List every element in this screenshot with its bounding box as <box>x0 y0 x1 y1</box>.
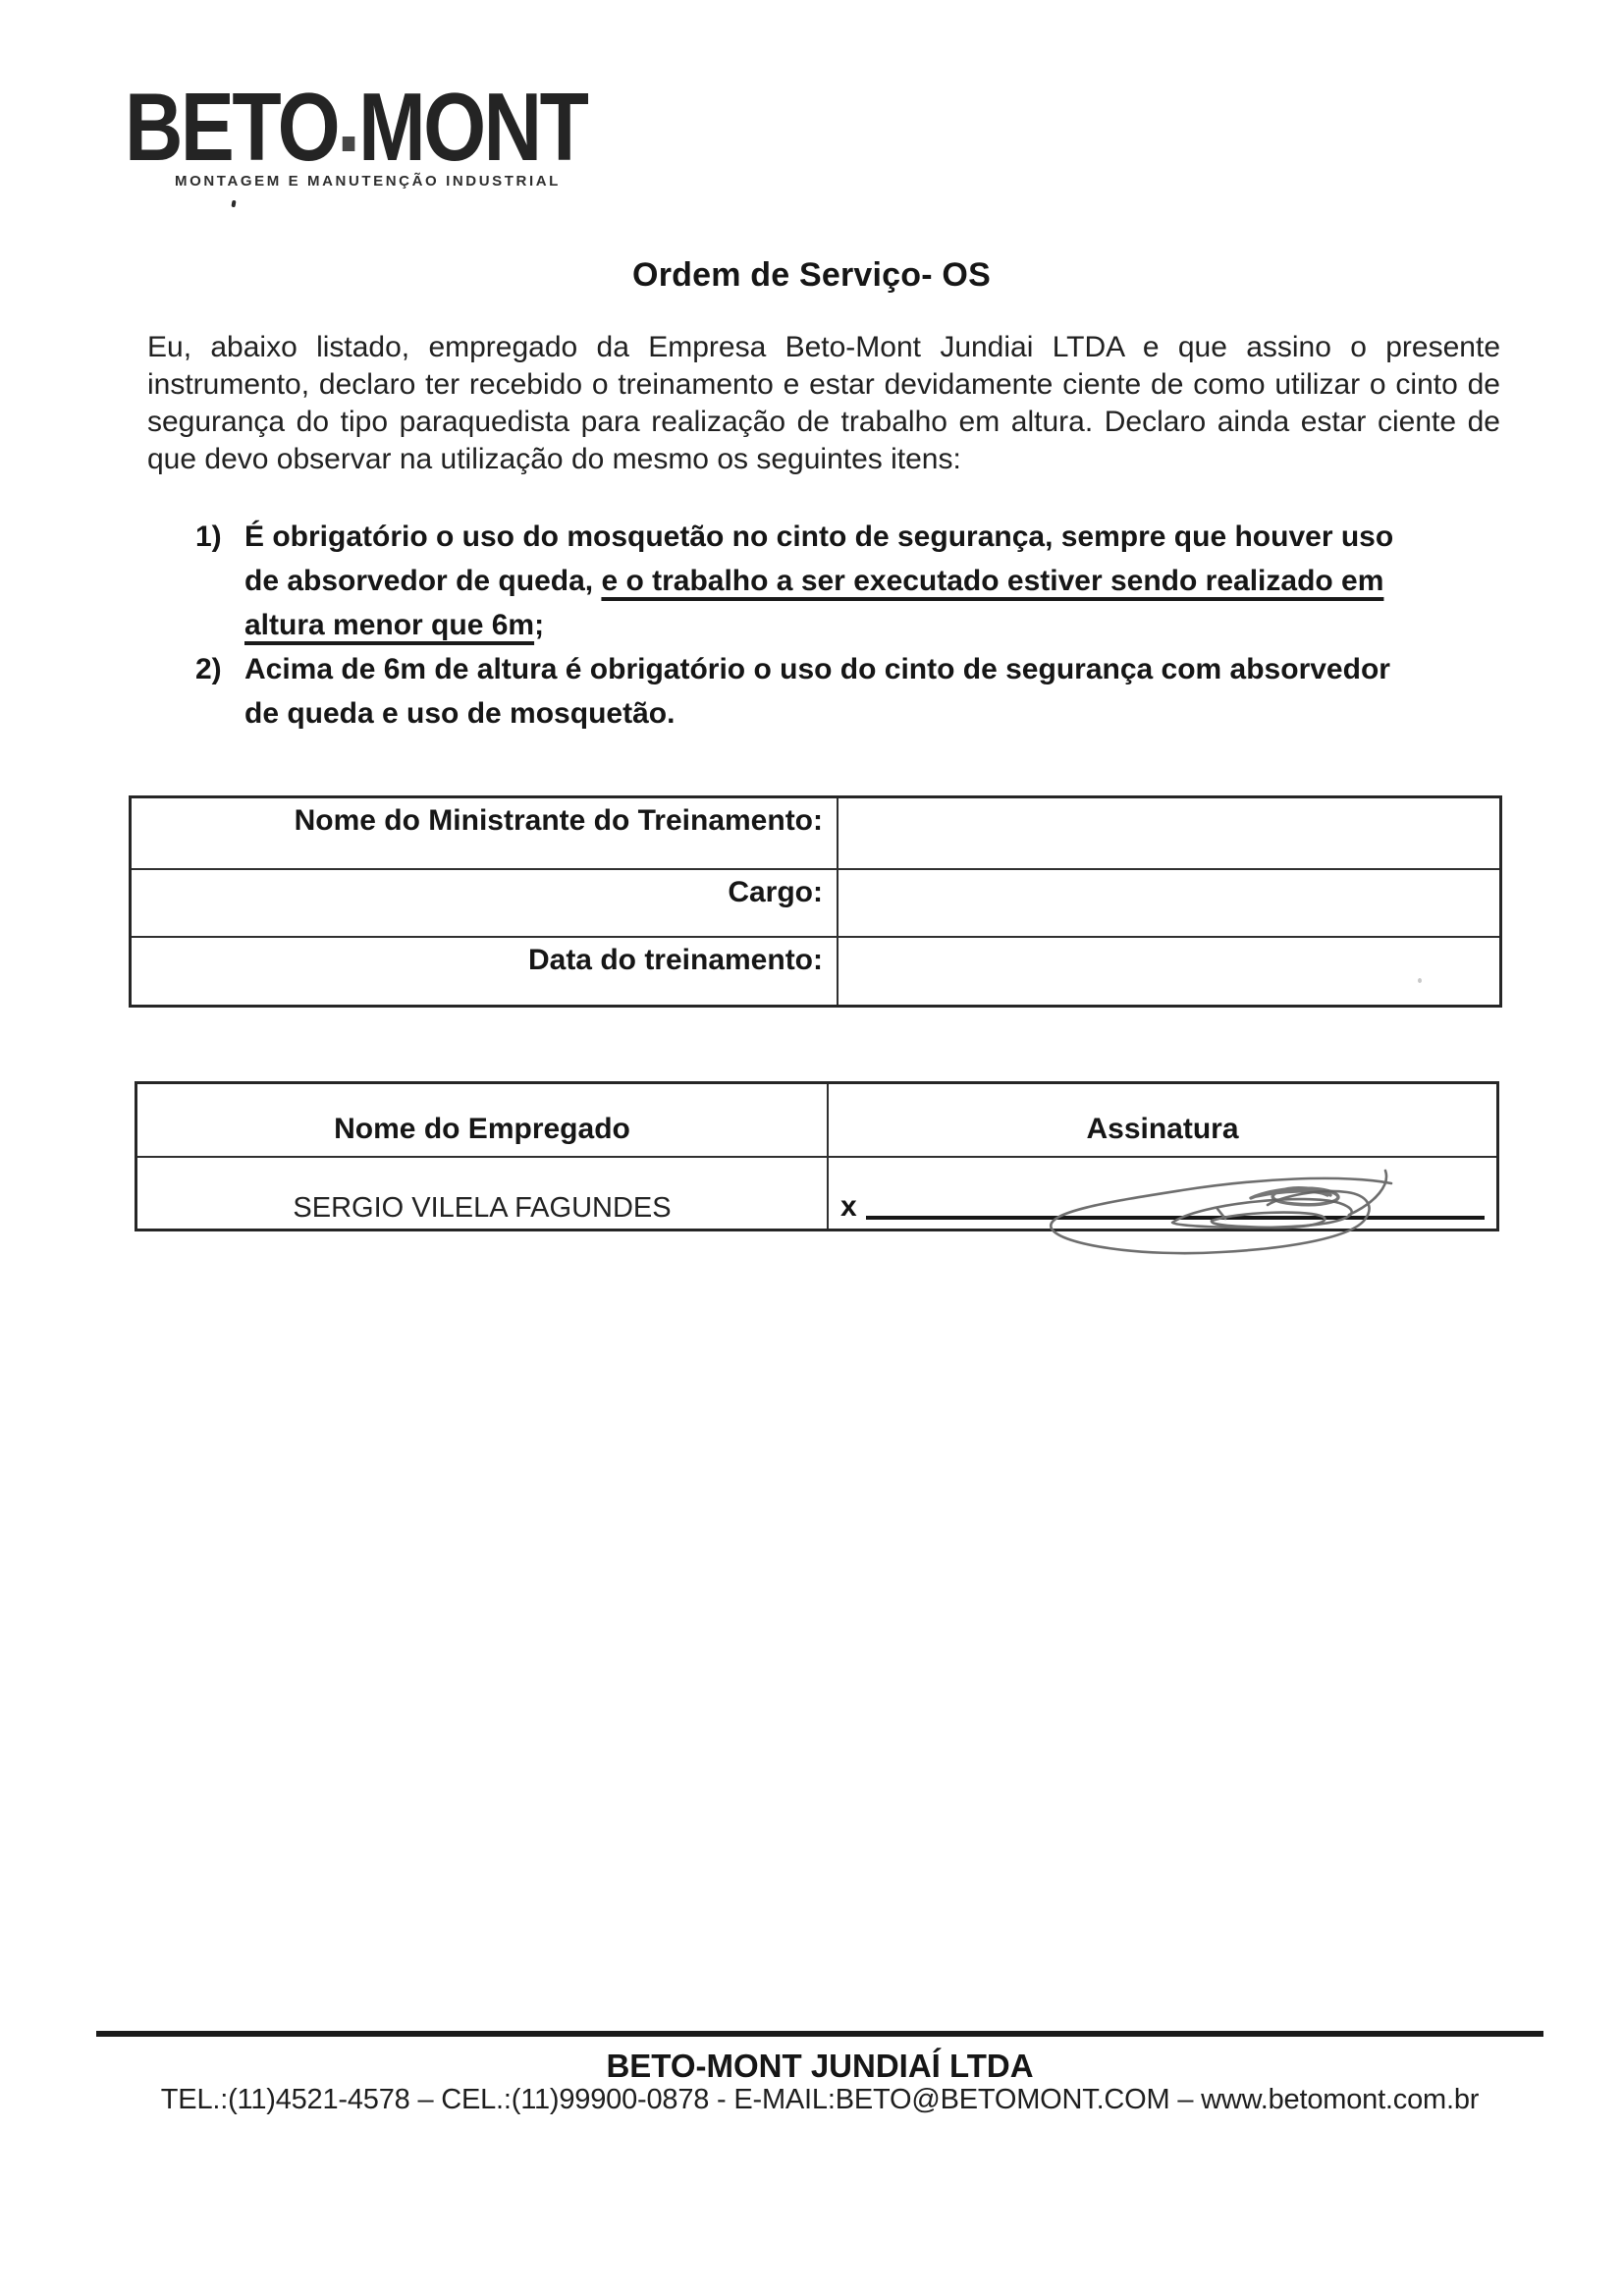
logo-text-beto: BETO <box>125 73 339 181</box>
os-item-text <box>244 515 1393 647</box>
table-header-row <box>136 1083 1498 1157</box>
os-list <box>195 515 1393 736</box>
os-item-line <box>244 603 1393 647</box>
signature-header: Assinatura <box>828 1083 1498 1157</box>
os-item-line <box>244 515 1393 559</box>
os-item <box>195 647 1393 736</box>
footer-divider <box>96 2031 1543 2037</box>
os-text-segment: Acima de 6m de altura é obrigatório o uso do cinto de segurança com absorvedor <box>244 653 1390 685</box>
os-item-line <box>244 559 1393 603</box>
table-row <box>136 1157 1498 1230</box>
os-text-segment: de queda e uso de mosquetão. <box>244 697 676 730</box>
employee-table <box>135 1081 1499 1231</box>
table-row <box>131 937 1501 1007</box>
trainer-name-label: Nome do Ministrante do Treinamento: <box>131 797 839 869</box>
signature-line <box>866 1216 1485 1220</box>
os-underlined-segment: e o trabalho a ser executado estiver sendo realizado em <box>601 565 1384 597</box>
trainer-role-label: Cargo: <box>131 869 839 937</box>
table-row <box>131 797 1501 869</box>
os-item-number: 2) <box>195 653 222 685</box>
os-item-text <box>244 647 1390 736</box>
logo-square-dot-icon <box>343 137 355 151</box>
os-item-number: 1) <box>195 520 222 553</box>
os-item <box>195 515 1393 647</box>
footer-contact-info: TEL.:(11)4521-4578 – CEL.:(11)99900-0878 - E-MAIL:BETO@BETOMONT.COM – www.betomont.com.br <box>160 2084 1480 2115</box>
trainer-role-value <box>838 869 1501 937</box>
os-text-segment: de absorvedor de queda, <box>244 565 602 597</box>
page-title: Ordem de Serviço- OS <box>632 256 991 294</box>
trainer-name-value <box>838 797 1501 869</box>
table-row <box>131 869 1501 937</box>
os-item-line <box>244 691 1390 736</box>
footer-company-name: BETO-MONT JUNDIAÍ LTDA <box>606 2048 1034 2084</box>
employee-name: SERGIO VILELA FAGUNDES <box>136 1157 829 1230</box>
os-underlined-segment: altura menor que 6m <box>244 609 535 641</box>
employee-name-header: Nome do Empregado <box>136 1083 829 1157</box>
logo-text-mont: MONT <box>358 73 587 181</box>
signature-x-mark: x <box>840 1190 857 1223</box>
signature-cell <box>828 1157 1498 1230</box>
logo-tagline: MONTAGEM E MANUTENÇÃO INDUSTRIAL <box>175 173 561 190</box>
trainer-table <box>129 795 1502 1008</box>
os-text-segment: É obrigatório o uso do mosquetão no cinto de segurança, sempre que houver uso <box>244 520 1394 553</box>
os-text-segment: ; <box>534 609 545 641</box>
betomont-logo <box>125 73 587 181</box>
training-date-value <box>838 937 1501 1007</box>
training-date-label: Data do treinamento: <box>131 937 839 1007</box>
intro-paragraph: Eu, abaixo listado, empregado da Empresa Beto-Mont Jundiai LTDA e que assino o presente instrumento, declaro ter recebido o treinamento e estar devidamente ciente de como utilizar o cinto de segurança do tipo paraquedista para realização de trabalho em altura. Declaro ainda estar ciente de que devo observar na utilização do mesmo os seguintes itens: <box>147 331 1500 475</box>
os-item-line <box>244 647 1390 691</box>
scan-speck <box>231 200 236 208</box>
